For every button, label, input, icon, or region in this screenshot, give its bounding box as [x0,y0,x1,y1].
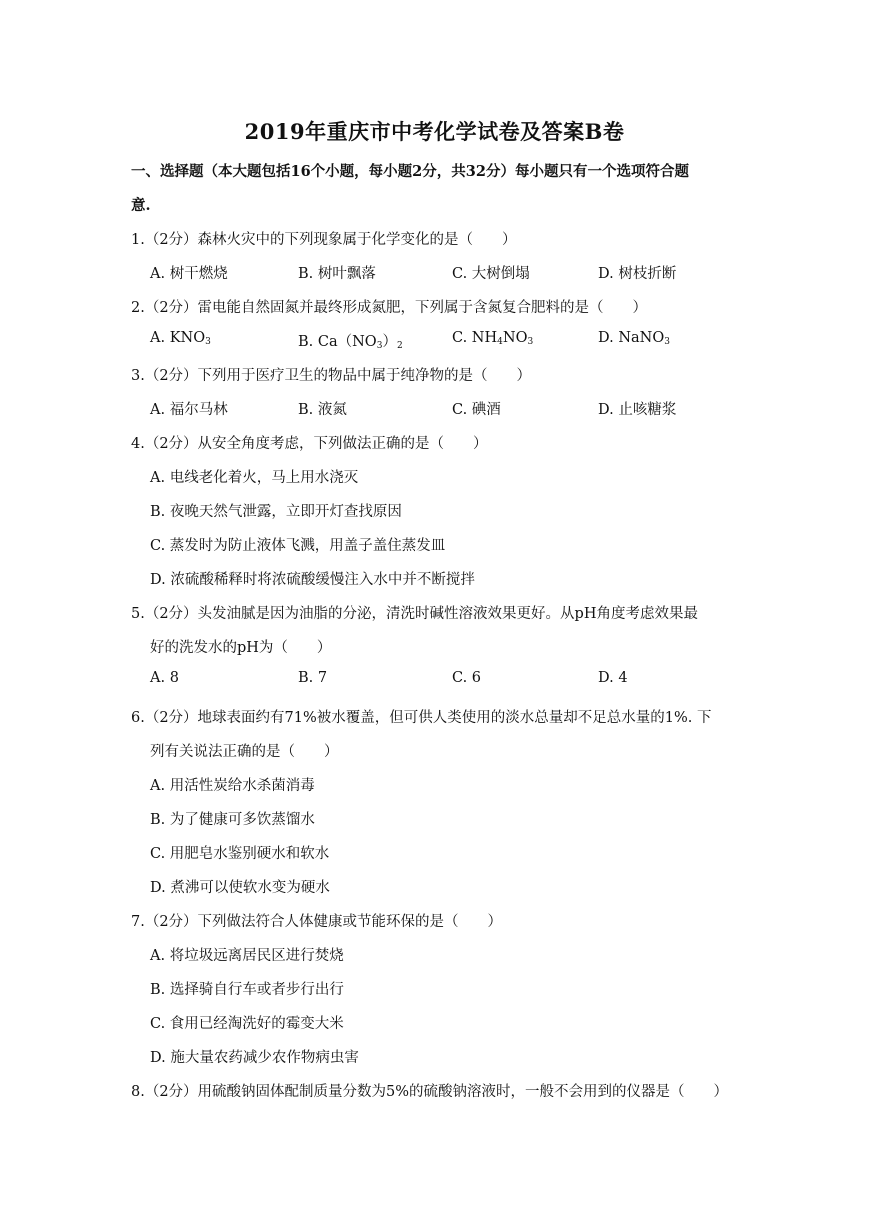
subscript: 3 [376,341,383,351]
subscript: 4 [497,337,503,347]
question-6-option-d: D. 煮沸可以使软水变为硬水 [150,880,330,896]
question-4-option-b: B. 夜晚天然气泄露，立即开灯查找原因 [150,504,402,520]
question-2-option-a [150,330,211,347]
question-5-stem: 5.（2分）头发油腻是因为油脂的分泌，清洗时碱性溶液效果更好。从pH角度考虑效果最 [131,606,698,622]
question-2-option-d-text: D. NaNO [598,330,665,346]
question-1-option-d: D. 树枝折断 [598,266,677,282]
subscript: 3 [205,337,211,347]
question-6-option-a: A. 用活性炭给水杀菌消毒 [150,778,315,794]
question-7-option-c: C. 食用已经淘洗好的霉变大米 [150,1016,344,1032]
question-5-stem-cont: 好的洗发水的pH为（ ） [150,640,332,656]
question-2-option-b-text: B. Ca（NO [298,334,377,350]
question-1-option-c: C. 大树倒塌 [452,266,530,282]
question-7-option-d: D. 施大量农药减少农作物病虫害 [150,1050,359,1066]
question-4-option-d: D. 浓硫酸稀释时将浓硫酸缓慢注入水中并不断搅拌 [150,572,475,588]
question-5-option-a: A. 8 [150,670,179,686]
question-7-option-b: B. 选择骑自行车或者步行出行 [150,982,344,998]
subscript: 2 [396,341,403,351]
question-6-option-b: B. 为了健康可多饮蒸馏水 [150,812,315,828]
question-5-option-b: B. 7 [298,670,328,686]
question-7-stem: 7.（2分）下列做法符合人体健康或节能环保的是（ ） [131,914,503,930]
question-1-option-a: A. 树干燃烧 [150,266,228,282]
question-4-option-c: C. 蒸发时为防止液体飞溅，用盖子盖住蒸发皿 [150,538,446,554]
section-heading-line1: 一、选择题（本大题包括16个小题，每小题2分，共32分）每小题只有一个选项符合题 [131,163,689,180]
question-6-option-c: C. 用肥皂水鉴别硬水和软水 [150,846,330,862]
question-2-option-c [452,330,533,347]
question-2-option-c-no: NO [502,330,528,346]
question-2-option-b-paren: ） [382,334,397,350]
question-2-option-b [298,330,403,351]
question-5-option-d: D. 4 [598,670,628,686]
question-2-option-a-text: A. KNO [150,330,206,346]
question-3-stem: 3.（2分）下列用于医疗卫生的物品中属于纯净物的是（ ） [131,368,532,384]
question-4-option-a: A. 电线老化着火，马上用水浇灭 [150,470,359,486]
question-2-stem: 2.（2分）雷电能自然固氮并最终形成氮肥，下列属于含氮复合肥料的是（ ） [131,300,648,316]
question-3-option-c: C. 碘酒 [452,402,501,418]
question-3-option-a: A. 福尔马林 [150,402,228,418]
question-1-stem: 1.（2分）森林火灾中的下列现象属于化学变化的是（ ） [131,232,517,248]
question-6-stem: 6.（2分）地球表面约有71%被水覆盖，但可供人类使用的淡水总量却不足总水量的1%. 下 [131,710,712,726]
subscript: 3 [527,337,534,347]
question-3-option-d: D. 止咳糖浆 [598,402,677,418]
subscript: 3 [664,337,670,347]
question-8-stem: 8.（2分）用硫酸钠固体配制质量分数为5%的硫酸钠溶液时，一般不会用到的仪器是（ ） [131,1084,729,1100]
question-2-option-c-text: C. NH [452,330,498,346]
page-title: 2019年重庆市中考化学试卷及答案B卷 [244,119,625,144]
question-4-stem: 4.（2分）从安全角度考虑，下列做法正确的是（ ） [131,436,488,452]
question-3-option-b: B. 液氮 [298,402,347,418]
question-7-option-a: A. 将垃圾远离居民区进行焚烧 [150,948,344,964]
question-1-option-b: B. 树叶飘落 [298,266,376,282]
question-5-option-c: C. 6 [452,670,482,686]
question-6-stem-cont: 列有关说法正确的是（ ） [150,744,339,760]
question-2-option-d [598,330,670,347]
section-heading-line2: 意. [131,197,151,214]
